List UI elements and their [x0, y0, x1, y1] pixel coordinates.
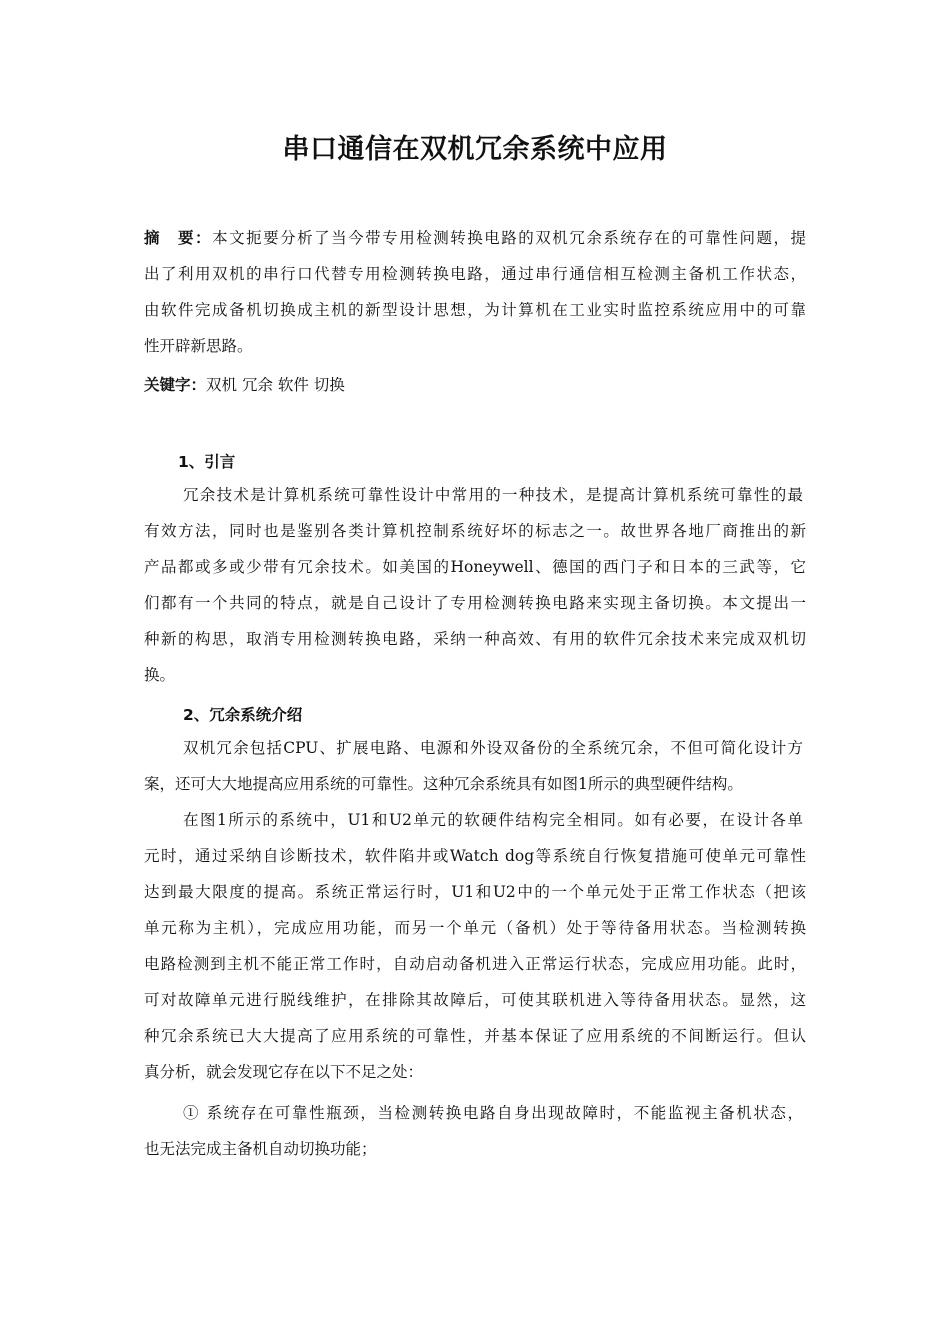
abstract-line-1: [144, 226, 806, 250]
section2-p2-line-7: 种冗余系统已大大提高了应用系统的可靠性，并基本保证了应用系统的不间断运行。但认: [144, 1027, 806, 1045]
section1-line-3: 产品都或多或少带有冗余技术。如美国的Honeywell、德国的西门子和日本的三武等，它: [144, 558, 806, 576]
keywords-text: 双机 冗余 软件 切换: [206, 376, 345, 394]
section2-p2-line-8: 真分析，就会发现它存在以下不足之处：: [144, 1063, 424, 1081]
section2-p1-line-2: 案，还可大大地提高应用系统的可靠性。这种冗余系统具有如图1所示的典型硬件结构。: [144, 775, 743, 793]
section2-p2-line-6: 可对故障单元进行脱线维护，在排除其故障后，可使其联机进入等待备用状态。显然，这: [144, 991, 806, 1009]
section2-p3-line-1: ① 系统存在可靠性瓶颈，当检测转换电路自身出现故障时，不能监视主备机状态，: [183, 1104, 803, 1122]
section2-p2-line-5: 电路检测到主机不能正常工作时，自动启动备机进入正常运行状态，完成应用功能。此时，: [144, 955, 806, 973]
abstract-line-2: 出了利用双机的串行口代替专用检测转换电路，通过串行通信相互检测主备机工作状态，: [144, 265, 806, 283]
section2-p2-line-1: 在图1所示的系统中，U1和U2单元的软硬件结构完全相同。如有必要，在设计各单: [183, 811, 803, 829]
abstract-line-4: 性开辟新思路。: [144, 337, 253, 355]
section1-line-1: 冗余技术是计算机系统可靠性设计中常用的一种技术，是提高计算机系统可靠性的最: [183, 486, 803, 504]
abstract-line-3: 由软件完成备机切换成主机的新型设计思想，为计算机在工业实时监控系统应用中的可靠: [144, 301, 806, 319]
section2-p2-line-4: 单元称为主机），完成应用功能，而另一个单元（备机）处于等待备用状态。当检测转换: [144, 919, 806, 937]
section1-line-5: 种新的构思，取消专用检测转换电路，采纳一种高效、有用的软件冗余技术来完成双机切: [144, 630, 806, 648]
abstract-text-1: 本文扼要分析了当今带专用检测转换电路的双机冗余系统存在的可靠性问题，提: [212, 229, 806, 247]
section2-p2-line-3: 达到最大限度的提高。系统正常运行时，U1和U2中的一个单元处于正常工作状态（把该: [144, 883, 806, 901]
section-heading-2: 2、冗余系统介绍: [183, 706, 303, 724]
section2-p3-line-2: 也无法完成主备机自动切换功能；: [144, 1140, 377, 1158]
section2-p1-line-1: 双机冗余包括CPU、扩展电路、电源和外设双备份的全系统冗余，不但可简化设计方: [183, 739, 803, 757]
keywords-line: [144, 373, 345, 397]
section1-line-2: 有效方法，同时也是鉴别各类计算机控制系统好坏的标志之一。故世界各地厂商推出的新: [144, 522, 806, 540]
abstract-label: 摘 要：: [144, 229, 213, 247]
section-heading-1: 1、引言: [178, 453, 236, 471]
section1-line-6: 换。: [144, 666, 176, 684]
document-title: 串口通信在双机冗余系统中应用: [282, 134, 668, 165]
keywords-label: 关键字：: [144, 376, 207, 394]
section1-line-4: 们都有一个共同的特点，就是自己设计了专用检测转换电路来实现主备切换。本文提出一: [144, 594, 806, 612]
section2-p2-line-2: 元时，通过采纳自诊断技术，软件陷井或Watch dog等系统自行恢复措施可使单元可靠性: [144, 847, 806, 865]
